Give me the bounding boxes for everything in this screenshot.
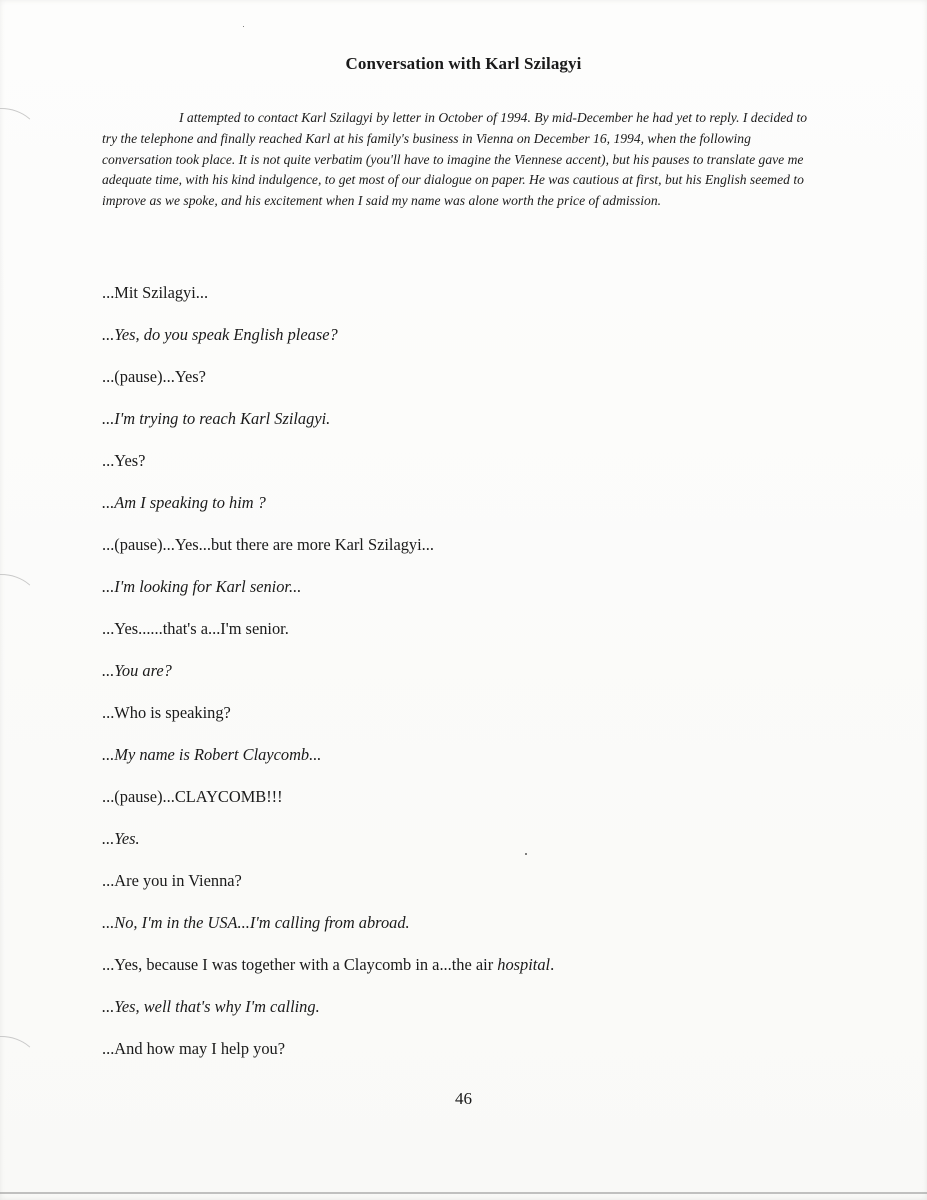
dialogue-line: ...Yes......that's a...I'm senior. <box>102 619 289 638</box>
dialogue-line: ...Yes, do you speak English please? <box>102 325 338 344</box>
dialogue-line: ...Yes, well that's why I'm calling. <box>102 997 320 1016</box>
dialogue-line: ...I'm looking for Karl senior... <box>102 577 302 596</box>
punch-hole-top <box>0 108 41 143</box>
dialogue-line: ...And how may I help you? <box>102 1039 285 1058</box>
page-number: 46 <box>455 1089 472 1108</box>
emphasized-word: hospital <box>497 955 551 974</box>
dialogue-line: ...My name is Robert Claycomb... <box>102 745 322 764</box>
punch-hole-middle <box>0 574 41 609</box>
dialogue-line: ...(pause)...Yes...but there are more Karl Szilagyi... <box>102 535 434 554</box>
dialogue-line: ...Who is speaking? <box>102 703 231 722</box>
scan-speck <box>525 853 527 855</box>
dialogue-line: ...(pause)...Yes? <box>102 367 206 386</box>
punch-hole-bottom <box>0 1036 41 1071</box>
document-title: Conversation with Karl Szilagyi <box>345 54 582 73</box>
dialogue-line: ...Are you in Vienna? <box>102 871 242 890</box>
intro-paragraph: I attempted to contact Karl Szilagyi by letter in October of 1994. By mid-December he had yet to reply. I decided to try the telephone and finally reached Karl at his family's business in Vienna on December 16, 1994, when the following conversation took place. It is not quite verbatim (you'll have to imagine the Viennese accent), but his pauses to translate gave me adequate time, with his kind indulgence, to get most of our dialogue on paper. He was cautious at first, but his English seemed to improve as we spoke, and his excitement when I said my name was alone worth the price of admission. <box>102 110 808 209</box>
dialogue-text: . <box>550 955 555 974</box>
dialogue-line: ...Mit Szilagyi... <box>102 283 209 302</box>
dialogue-text: ...Yes, because I was together with a Claycomb in a...the air <box>102 955 498 974</box>
dialogue-line: ...Yes. <box>102 829 140 848</box>
dialogue-line <box>102 955 554 975</box>
dialogue-line: ...I'm trying to reach Karl Szilagyi. <box>102 409 331 428</box>
scan-speck <box>243 26 244 27</box>
dialogue-line: ...Am I speaking to him ? <box>102 493 266 512</box>
dialogue-line: ...You are? <box>102 661 172 680</box>
dialogue-line: ...Yes? <box>102 451 146 470</box>
scan-bottom-edge <box>0 1192 927 1194</box>
dialogue-line: ...(pause)...CLAYCOMB!!! <box>102 787 283 806</box>
dialogue-line: ...No, I'm in the USA...I'm calling from abroad. <box>102 913 410 932</box>
